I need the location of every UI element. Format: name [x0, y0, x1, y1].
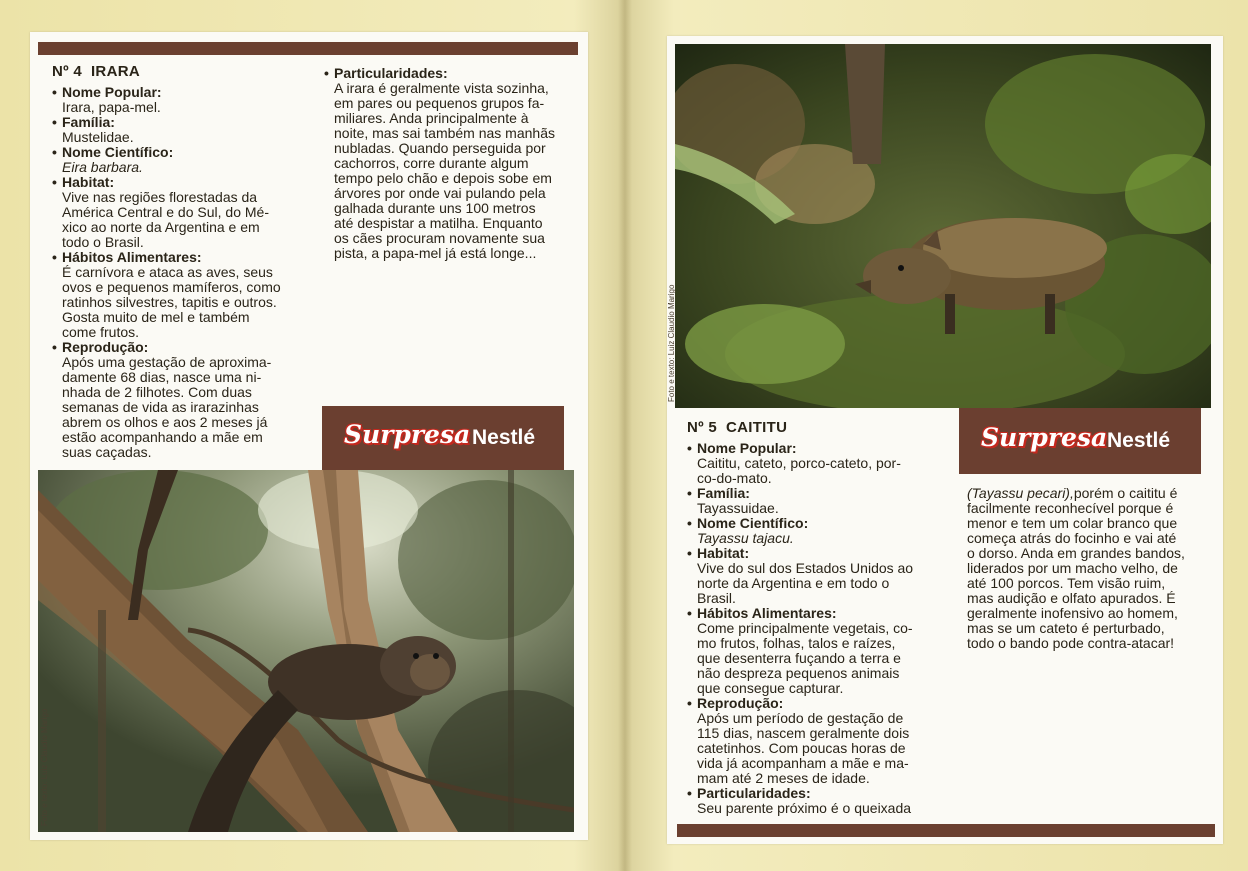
nestle-logo: Nestlé: [472, 426, 536, 449]
value-habitos: Come principalmente vegetais, co- mo frutos, folhas, talos e raízes, que desenterra fuçando a terra e não despreza pequenos animais que consegue capturar.: [697, 620, 913, 696]
value-particularidades-start: Seu parente próximo é o queixada: [697, 800, 912, 816]
bottom-rule: [677, 824, 1215, 837]
value-nome-popular: Caititu, cateto, porco-cateto, por- co-do-mato.: [697, 455, 901, 486]
animal-name: CAITITU: [725, 419, 788, 436]
value-nome-popular: Irara, papa-mel.: [62, 99, 161, 115]
value-particularidades-cont: (Tayassu pecari),porém o caititu é facilmente reconhecível porque é menor e tem um colar branco que começa atrás do focinho e vai até o dorso. Anda em grandes bandos, liderados por um macho velho, de até 100 porcos. Tem visão ruim, mas audição e olfato apurados. É geralmente inofensivo ao homem, mas se um cateto é perturbado, todo o bando pode contra-atacar!: [967, 485, 1185, 651]
label-reproducao: • Reprodução:: [52, 340, 320, 355]
irara-photo: [38, 470, 574, 832]
photo-credit: Foto e texto: Luiz Claudio Marigo: [667, 284, 676, 402]
value-habitos: É carnívora e ataca as aves, seus ovos e pequenos mamíferos, como ratinhos silvestres, tapitis e outros. Gosta muito de mel e também come frutos.: [62, 264, 281, 340]
value-habitat: Vive nas regiões florestadas da América Central e do Sul, do Mé- xico ao norte da Argentina e em todo o Brasil.: [62, 189, 269, 250]
top-rule: [38, 42, 578, 55]
photo-credit: Foto e texto: Luiz Claudio Marigo: [40, 708, 49, 826]
value-reproducao: Após uma gestação de aproxima- damente 68 dias, nasce uma ni- nhada de 2 filhotes. Com duas semanas de vida as irarazinhas abrem os olhos e aos 2 meses já estão acompanhando a mãe em suas caçadas.: [62, 354, 272, 460]
label-particularidades: • Particularidades:: [324, 66, 564, 81]
label-nome-cientifico: • Nome Científico:: [687, 516, 935, 531]
page-irara: [30, 32, 588, 840]
card-title: [52, 64, 320, 79]
page-caititu: [667, 36, 1223, 844]
irara-illustration: [38, 470, 574, 832]
brand-badge: [959, 408, 1201, 474]
label-habitat: • Habitat:: [52, 175, 320, 190]
surpresa-logo: Surpresa: [981, 423, 1108, 452]
value-familia: Tayassuidae.: [697, 500, 779, 516]
caititu-illustration: [675, 44, 1211, 408]
value-particularidades: A irara é geralmente vista sozinha, em pares ou pequenos grupos fa- miliares. Anda principalmente à noite, mas sai também nas manhãs nubladas. Quando perseguida por cachorros, corre durante algum tempo pelo chão e depois sobe em árvores por onde vai pulando pela galhada durante uns 100 metros até despistar a matilha. Enquanto os cães procuram novamente sua pista, a papa-mel já está longe...: [334, 80, 555, 261]
caititu-photo: [675, 44, 1211, 408]
card-number: Nº 5: [687, 419, 718, 436]
surpresa-logo: Surpresa: [344, 420, 471, 449]
animal-name: IRARA: [90, 63, 140, 80]
card-number: Nº 4: [52, 63, 83, 80]
label-habitos: • Hábitos Alimentares:: [687, 606, 935, 621]
label-familia: • Família:: [52, 115, 320, 130]
value-habitat: Vive do sul dos Estados Unidos ao norte da Argentina e em todo o Brasil.: [697, 560, 914, 606]
label-familia: • Família:: [687, 486, 935, 501]
value-reproducao: Após um período de gestação de 115 dias, nascem geralmente dois catetinhos. Com poucas horas de vida já acompanham a mãe e ma- mam até 2 meses de idade.: [697, 710, 910, 786]
value-nome-cientifico: Tayassu tajacu.: [697, 530, 794, 546]
brand-badge: [322, 406, 564, 470]
scientific-name-queixada: (Tayassu pecari),: [967, 485, 1074, 501]
label-nome-popular: • Nome Popular:: [52, 85, 320, 100]
caititu-column-1: [687, 420, 935, 816]
irara-column-1: [52, 64, 320, 460]
nestle-logo: Nestlé: [1107, 429, 1171, 452]
page-gutter: [618, 0, 632, 871]
caititu-column-2: [967, 486, 1201, 651]
irara-column-2: [324, 66, 564, 261]
label-habitos: • Hábitos Alimentares:: [52, 250, 320, 265]
value-nome-cientifico: Eira barbara.: [62, 159, 143, 175]
label-particularidades: • Particularidades:: [687, 786, 935, 801]
label-habitat: • Habitat:: [687, 546, 935, 561]
label-nome-popular: • Nome Popular:: [687, 441, 935, 456]
label-reproducao: • Reprodução:: [687, 696, 935, 711]
value-familia: Mustelidae.: [62, 129, 134, 145]
card-title: [687, 420, 935, 435]
label-nome-cientifico: • Nome Científico:: [52, 145, 320, 160]
